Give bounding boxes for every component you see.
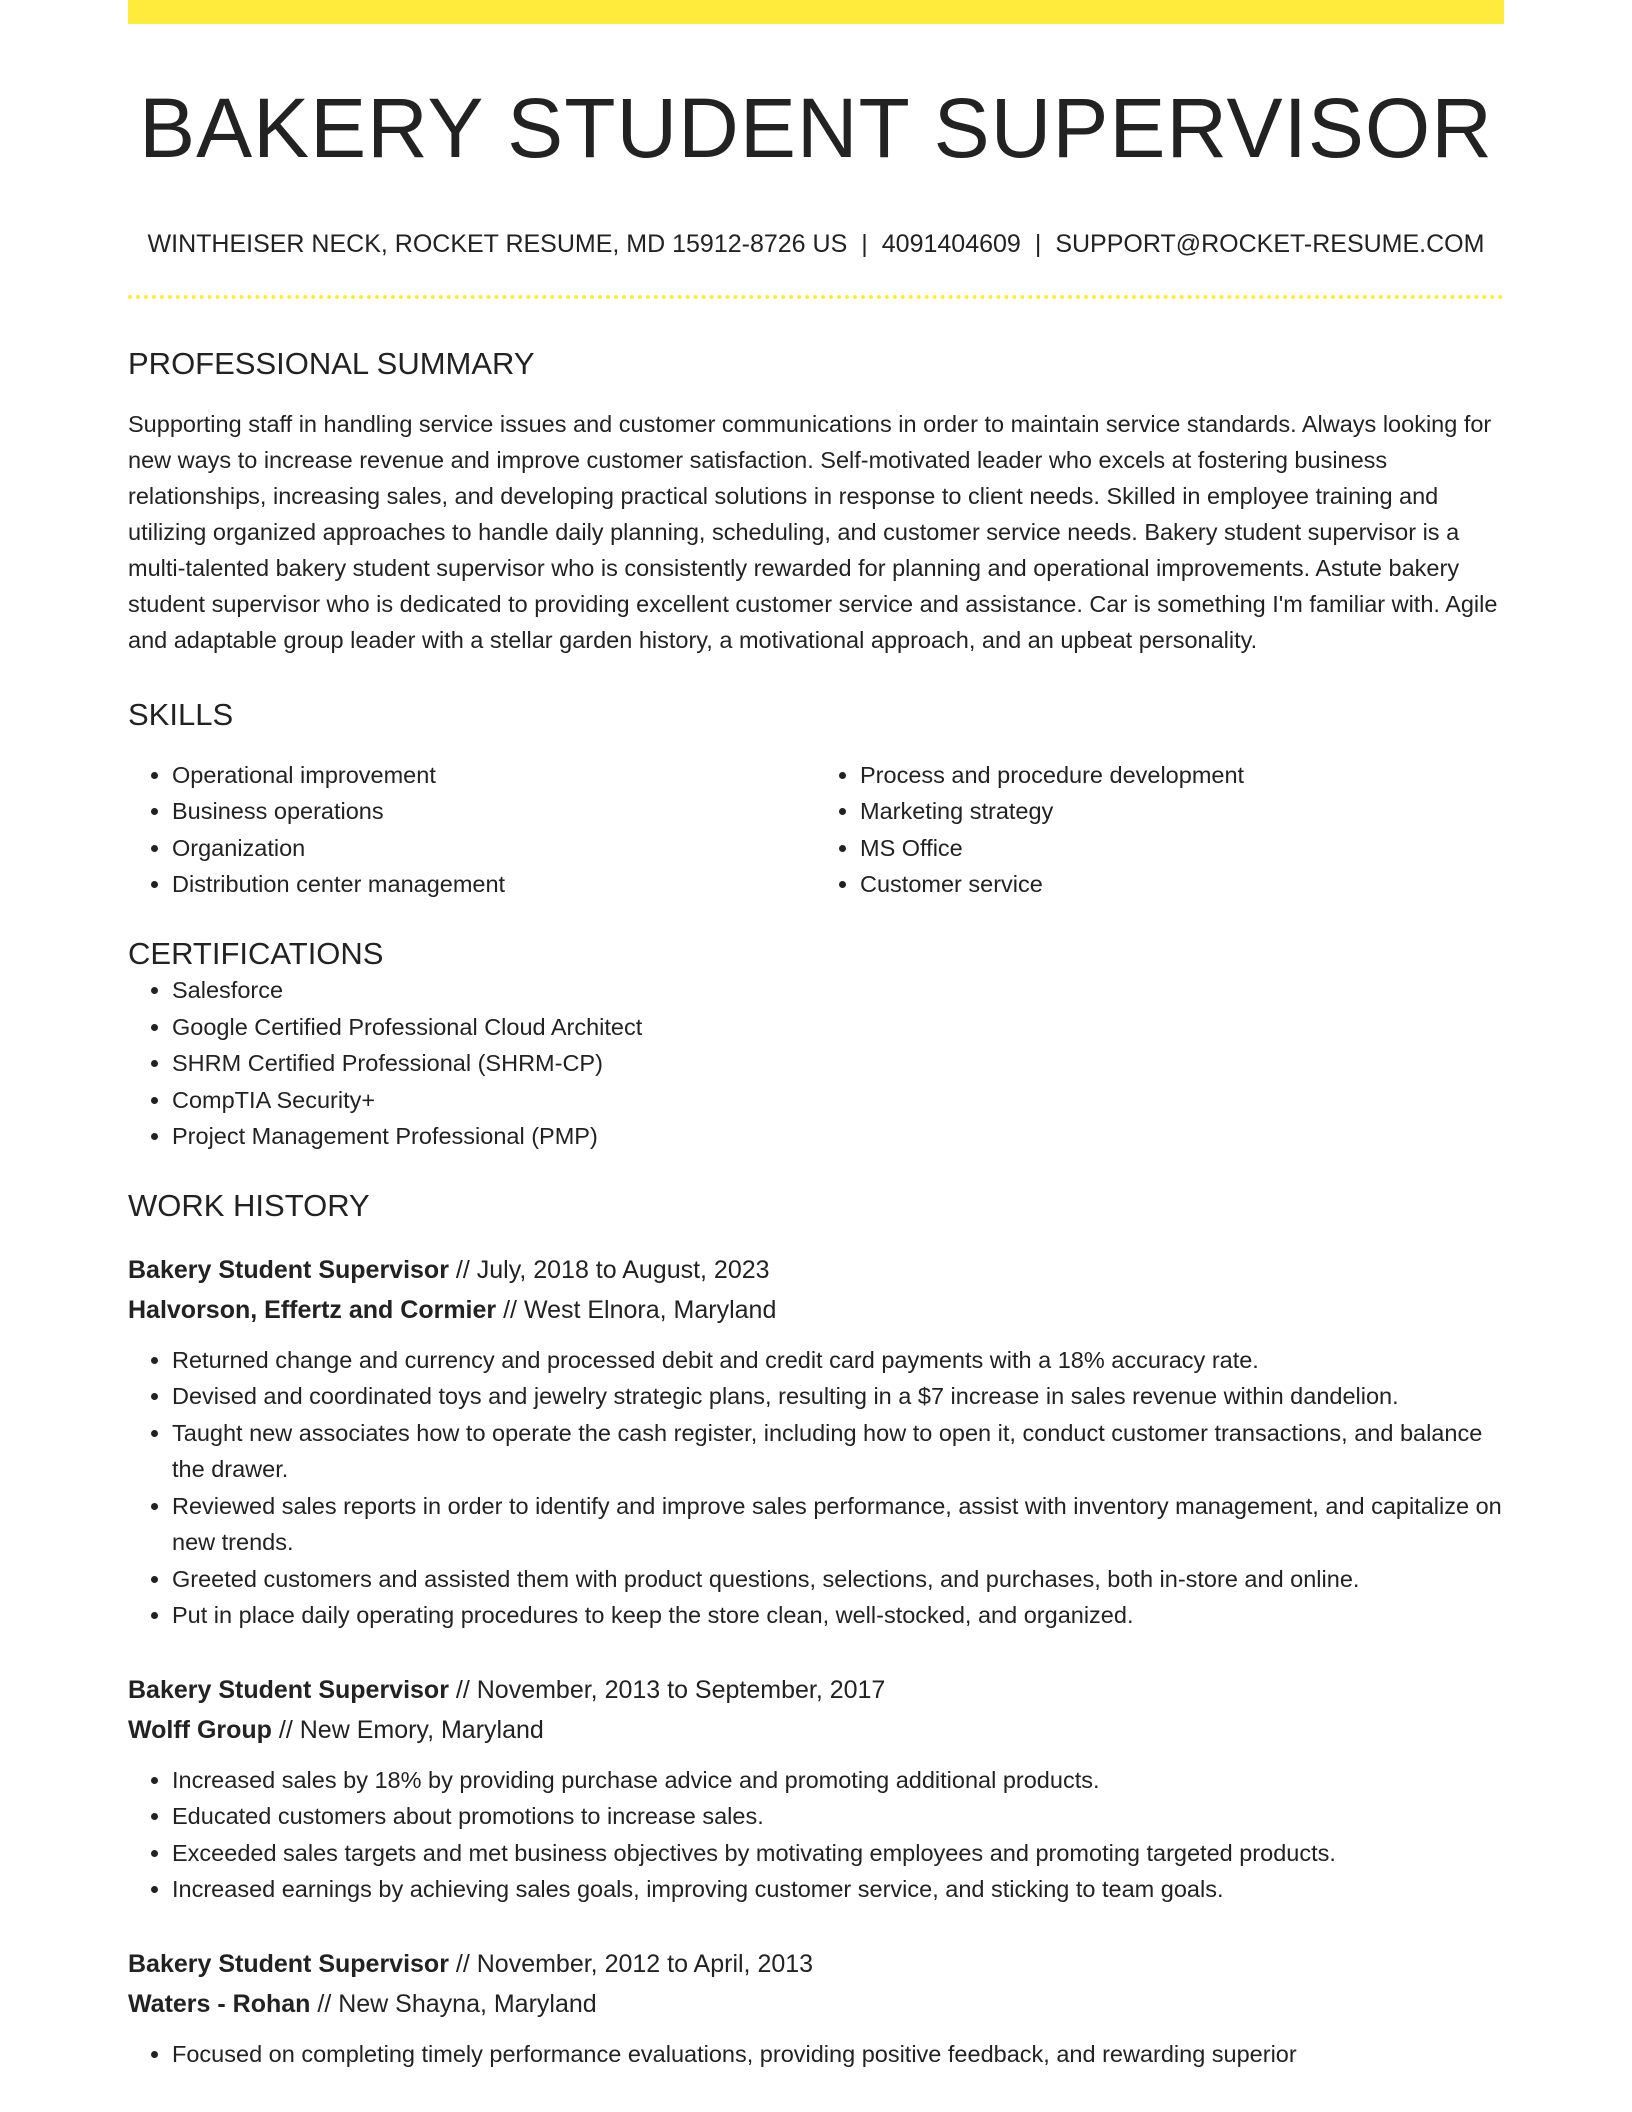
job-duty: • Increased earnings by achieving sales goals, improving customer service, and sticking to team goals. bbox=[172, 1871, 1504, 1908]
contact-separator: | bbox=[861, 229, 868, 258]
top-accent-bar bbox=[128, 0, 1504, 24]
job-company: Halvorson, Effertz and Cormier bbox=[128, 1295, 497, 1324]
skill-item: • Customer service bbox=[860, 866, 1504, 903]
job-company-line bbox=[128, 1710, 1504, 1750]
skill-item: • Business operations bbox=[172, 793, 816, 830]
header-divider bbox=[128, 295, 1504, 299]
job-company: Wolff Group bbox=[128, 1715, 272, 1744]
section-title-work-history: WORK HISTORY bbox=[128, 1187, 370, 1223]
job-role: Bakery Student Supervisor bbox=[128, 1949, 449, 1978]
job-dates: November, 2012 to April, 2013 bbox=[476, 1949, 814, 1978]
job-duty: • Focused on completing timely performance evaluations, providing positive feedback, and rewarding superior bbox=[172, 2036, 1504, 2073]
resume-name: BAKERY STUDENT SUPERVISOR bbox=[139, 81, 1493, 175]
job-duty: • Increased sales by 18% by providing purchase advice and promoting additional products. bbox=[172, 1762, 1504, 1799]
job-role: Bakery Student Supervisor bbox=[128, 1255, 449, 1284]
job-duty: • Taught new associates how to operate the cash register, including how to open it, conduct customer transactions, and balance the drawer. bbox=[172, 1415, 1504, 1488]
resume-page bbox=[128, 0, 1504, 2072]
job-separator: // bbox=[496, 1295, 524, 1324]
job-role-line bbox=[128, 1250, 1504, 1290]
contact-line bbox=[128, 229, 1504, 259]
contact-email: SUPPORT@ROCKET-RESUME.COM bbox=[1055, 229, 1485, 258]
job-duty: • Educated customers about promotions to increase sales. bbox=[172, 1798, 1504, 1835]
skill-item: • MS Office bbox=[860, 830, 1504, 867]
job-separator: // bbox=[271, 1715, 300, 1744]
job-dates: November, 2013 to September, 2017 bbox=[476, 1675, 886, 1704]
contact-address: WINTHEISER NECK, ROCKET RESUME, MD 15912-8726 US bbox=[147, 229, 848, 258]
skill-item: • Marketing strategy bbox=[860, 793, 1504, 830]
job-entry bbox=[128, 1670, 1504, 1908]
contact-separator: | bbox=[1034, 229, 1042, 258]
certification-item: • SHRM Certified Professional (SHRM-CP) bbox=[172, 1045, 1504, 1082]
job-company: Waters - Rohan bbox=[128, 1989, 311, 2018]
certifications-list bbox=[128, 972, 1504, 1155]
contact-phone: 4091404609 bbox=[881, 229, 1021, 258]
job-dates: July, 2018 to August, 2023 bbox=[476, 1255, 770, 1284]
job-duty: • Put in place daily operating procedures to keep the store clean, well-stocked, and organized. bbox=[172, 1597, 1504, 1634]
job-separator: // bbox=[448, 1675, 477, 1704]
job-location: New Shayna, Maryland bbox=[338, 1989, 597, 2018]
certification-item: • Project Management Professional (PMP) bbox=[172, 1118, 1504, 1155]
job-separator: // bbox=[448, 1255, 477, 1284]
job-location: New Emory, Maryland bbox=[299, 1715, 544, 1744]
job-duty: • Greeted customers and assisted them with product questions, selections, and purchases, both in-store and online. bbox=[172, 1561, 1504, 1598]
job-entry bbox=[128, 1250, 1504, 1634]
job-separator: // bbox=[310, 1989, 339, 2018]
job-duty: • Returned change and currency and processed debit and credit card payments with a 18% accuracy rate. bbox=[172, 1342, 1504, 1379]
certification-item: • CompTIA Security+ bbox=[172, 1082, 1504, 1119]
section-title-certifications: CERTIFICATIONS bbox=[128, 935, 384, 971]
section-title-summary: PROFESSIONAL SUMMARY bbox=[128, 345, 535, 381]
skills-list-right bbox=[816, 757, 1504, 903]
skill-item: • Process and procedure development bbox=[860, 757, 1504, 794]
job-role: Bakery Student Supervisor bbox=[128, 1675, 449, 1704]
job-duty: • Reviewed sales reports in order to identify and improve sales performance, assist with inventory management, and capitalize on new trends. bbox=[172, 1488, 1504, 1561]
skills-columns bbox=[128, 757, 1504, 903]
job-separator: // bbox=[448, 1949, 477, 1978]
job-duties-list bbox=[128, 1342, 1504, 1634]
certification-item: • Salesforce bbox=[172, 972, 1504, 1009]
skill-item: • Operational improvement bbox=[172, 757, 816, 794]
job-duty: • Exceeded sales targets and met business objectives by motivating employees and promoting targeted products. bbox=[172, 1835, 1504, 1872]
skill-item: • Distribution center management bbox=[172, 866, 816, 903]
job-entry bbox=[128, 1944, 1504, 2073]
skills-list-left bbox=[128, 757, 816, 903]
job-role-line bbox=[128, 1944, 1504, 1984]
section-title-skills: SKILLS bbox=[128, 696, 234, 732]
job-company-line bbox=[128, 1984, 1504, 2024]
skill-item: • Organization bbox=[172, 830, 816, 867]
job-duties-list bbox=[128, 1762, 1504, 1908]
job-duties-list bbox=[128, 2036, 1504, 2073]
summary-text: Supporting staff in handling service issues and customer communications in order to maintain service standards. Always looking for new ways to increase revenue and improve customer satisfaction. Self-motivated leader who excels at fostering business relationships, increasing sales, and developing practical solutions in response to client needs. Skilled in employee training and utilizing organized approaches to handle daily planning, scheduling, and customer service needs. Bakery student supervisor is a multi-talented bakery student supervisor who is consistently rewarded for planning and operational improvements. Astute bakery student supervisor who is dedicated to providing excellent customer service and assistance. Car is something I'm familiar with. Agile and adaptable group leader with a stellar garden history, a motivational approach, and an upbeat personality. bbox=[128, 410, 1498, 653]
job-location: West Elnora, Maryland bbox=[523, 1295, 777, 1324]
job-company-line bbox=[128, 1290, 1504, 1330]
job-duty: • Devised and coordinated toys and jewelry strategic plans, resulting in a $7 increase in sales revenue within dandelion. bbox=[172, 1378, 1504, 1415]
certification-item: • Google Certified Professional Cloud Architect bbox=[172, 1009, 1504, 1046]
job-role-line bbox=[128, 1670, 1504, 1710]
